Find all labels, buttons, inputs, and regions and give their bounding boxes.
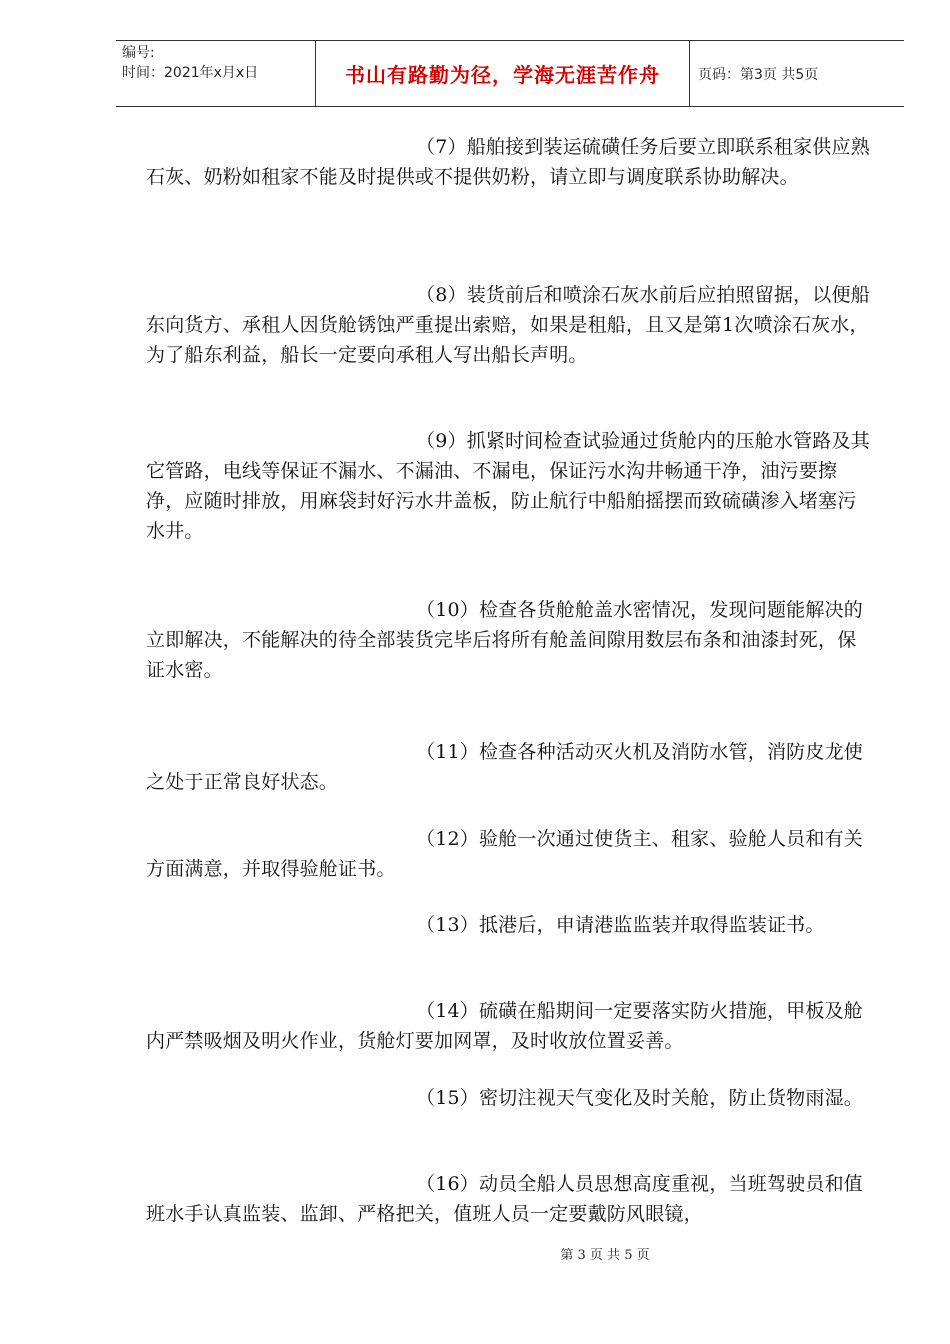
paragraph-16: （16）动员全船人员思想高度重视，当班驾驶员和值班水手认真监装、监卸、严格把关，值班人员一定要戴防风眼镜， bbox=[146, 1173, 863, 1225]
time-label: 时间：2021年x月x日 bbox=[122, 65, 259, 81]
header-meta bbox=[116, 41, 316, 106]
document-header bbox=[116, 40, 904, 107]
paragraph-10: （10）检查各货舱舱盖水密情况，发现问题能解决的立即解决，不能解决的待全部装货完毕后将所有舱盖间隙用数层布条和油漆封死，保证水密。 bbox=[146, 599, 863, 681]
paragraph-15: （15）密切注视天气变化及时关舱，防止货物雨湿。 bbox=[416, 1087, 863, 1109]
paragraph-13: （13）抵港后，申请港监监装并取得监装证书。 bbox=[416, 914, 825, 936]
page-footer: 第 3 页 共 5 页 bbox=[560, 1248, 650, 1263]
paragraph-11: （11）检查各种活动灭火机及消防水管，消防皮龙使之处于正常良好状态。 bbox=[146, 741, 863, 793]
paragraph-8: （8）装货前后和喷涂石灰水前后应拍照留据，以便船东向货方、承租人因货舱锈蚀严重提出索赔，如果是租船，且又是第1次喷涂石灰水，为了船东利益，船长一定要向承租人写出船长声明。 bbox=[146, 284, 870, 366]
paragraph-7: （7）船舶接到装运硫磺任务后要立即联系租家供应熟石灰、奶粉如租家不能及时提供或不提供奶粉，请立即与调度联系协助解决。 bbox=[146, 136, 870, 188]
paragraph-14: （14）硫磺在船期间一定要落实防火措施，甲板及舱内严禁吸烟及明火作业，货舱灯要加网罩，及时收放位置妥善。 bbox=[146, 1000, 863, 1052]
paragraph-9: （9）抓紧时间检查试验通过货舱内的压舱水管路及其它管路，电线等保证不漏水、不漏油、不漏电，保证污水沟井畅通干净，油污要擦净，应随时排放，用麻袋封好污水井盖板，防止航行中船舶摇摆而致硫磺渗入堵塞污水井。 bbox=[146, 430, 870, 542]
serial-number-label: 编号: bbox=[122, 45, 155, 61]
header-motto: 书山有路勤为径，学海无涯苦作舟 bbox=[316, 41, 690, 106]
header-page-info: 页码：第3页 共5页 bbox=[698, 66, 819, 83]
paragraph-12: （12）验舱一次通过使货主、租家、验舱人员和有关方面满意，并取得验舱证书。 bbox=[146, 828, 863, 880]
